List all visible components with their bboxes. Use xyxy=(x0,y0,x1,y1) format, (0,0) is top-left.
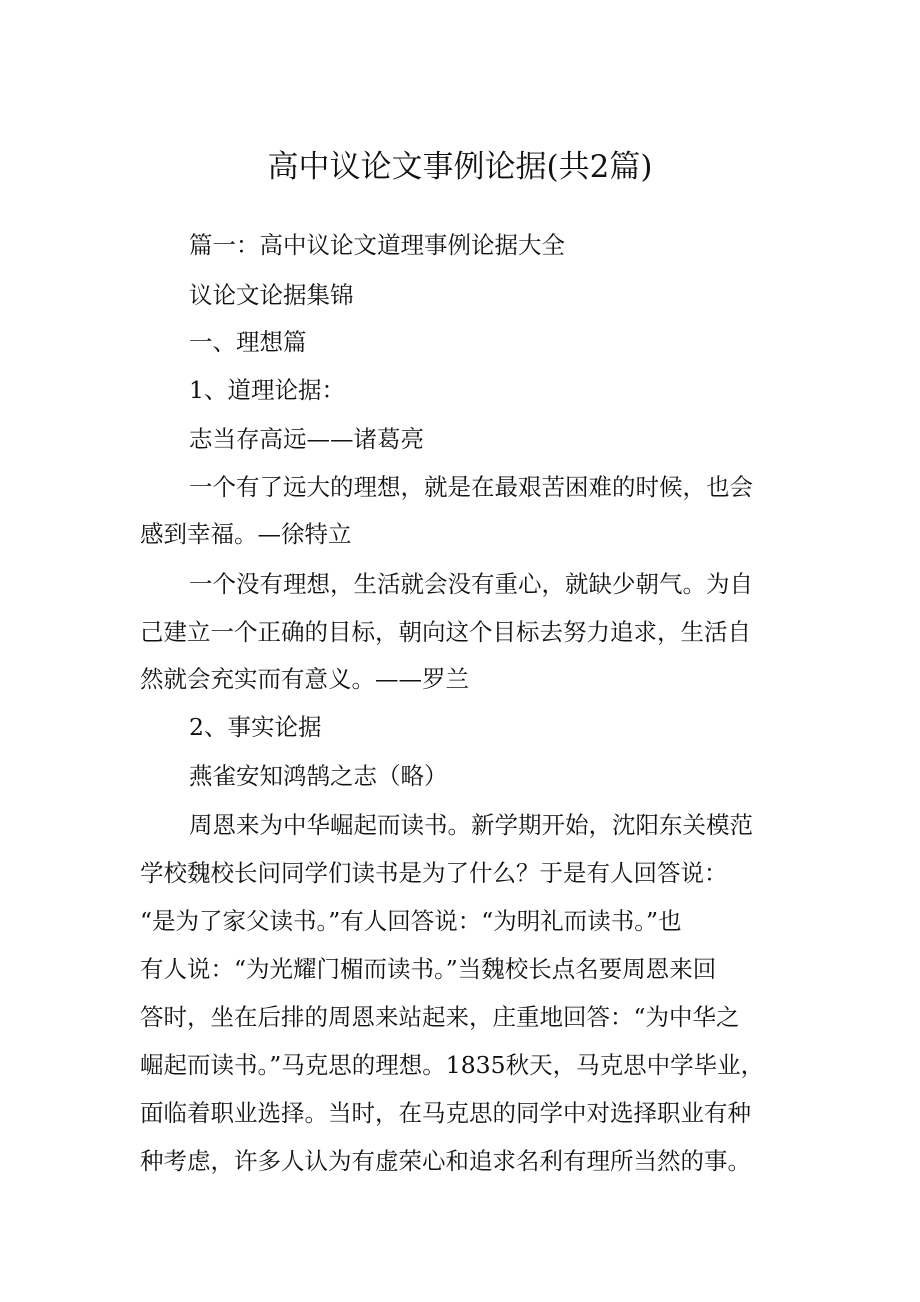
subsection-heading-facts: 2、事实论据 xyxy=(189,713,322,741)
quote-line: 志当存高远——诸葛亮 xyxy=(189,425,424,453)
subsection-heading-reasoning: 1、道理论据： xyxy=(189,376,345,404)
paragraph-line: 燕雀安知鸿鹄之志（略） xyxy=(189,762,448,790)
section-heading-article-one: 篇一：高中议论文道理事例论据大全 xyxy=(189,231,565,259)
paragraph-line: “是为了家父读书。”有人回答说：“为明礼而读书。”也 xyxy=(140,907,682,935)
paragraph-line: 有人说：“为光耀门楣而读书。”当魏校长点名要周恩来回 xyxy=(140,955,717,983)
paragraph-line: 面临着职业选择。当时，在马克思的同学中对选择职业有种 xyxy=(140,1099,751,1127)
paragraph-line: 一个有了远大的理想，就是在最艰苦困难的时候，也会 xyxy=(189,473,753,501)
subheading-collection: 议论文论据集锦 xyxy=(189,281,354,309)
paragraph-line: 感到幸福。—徐特立 xyxy=(140,520,352,548)
paragraph-line: 周恩来为中华崛起而读书。新学期开始，沈阳东关模范 xyxy=(189,811,753,839)
paragraph-line: 学校魏校长问同学们读书是为了什么？于是有人回答说： xyxy=(140,859,728,887)
paragraph-line: 答时，坐在后排的周恩来站起来，庄重地回答：“为中华之 xyxy=(140,1003,740,1031)
paragraph-line: 然就会充实而有意义。——罗兰 xyxy=(140,665,469,693)
document-title: 高中议论文事例论据(共2篇) xyxy=(267,149,653,185)
paragraph-line: 己建立一个正确的目标，朝向这个目标去努力追求，生活自 xyxy=(140,618,751,646)
chapter-heading-ideals: 一、理想篇 xyxy=(189,328,307,356)
paragraph-line: 崛起而读书。”马克思的理想。1835秋天，马克思中学毕业， xyxy=(140,1051,765,1079)
paragraph-line: 一个没有理想，生活就会没有重心，就缺少朝气。为自 xyxy=(189,570,753,598)
paragraph-line: 种考虑，许多人认为有虚荣心和追求名利有理所当然的事。 xyxy=(140,1147,751,1175)
